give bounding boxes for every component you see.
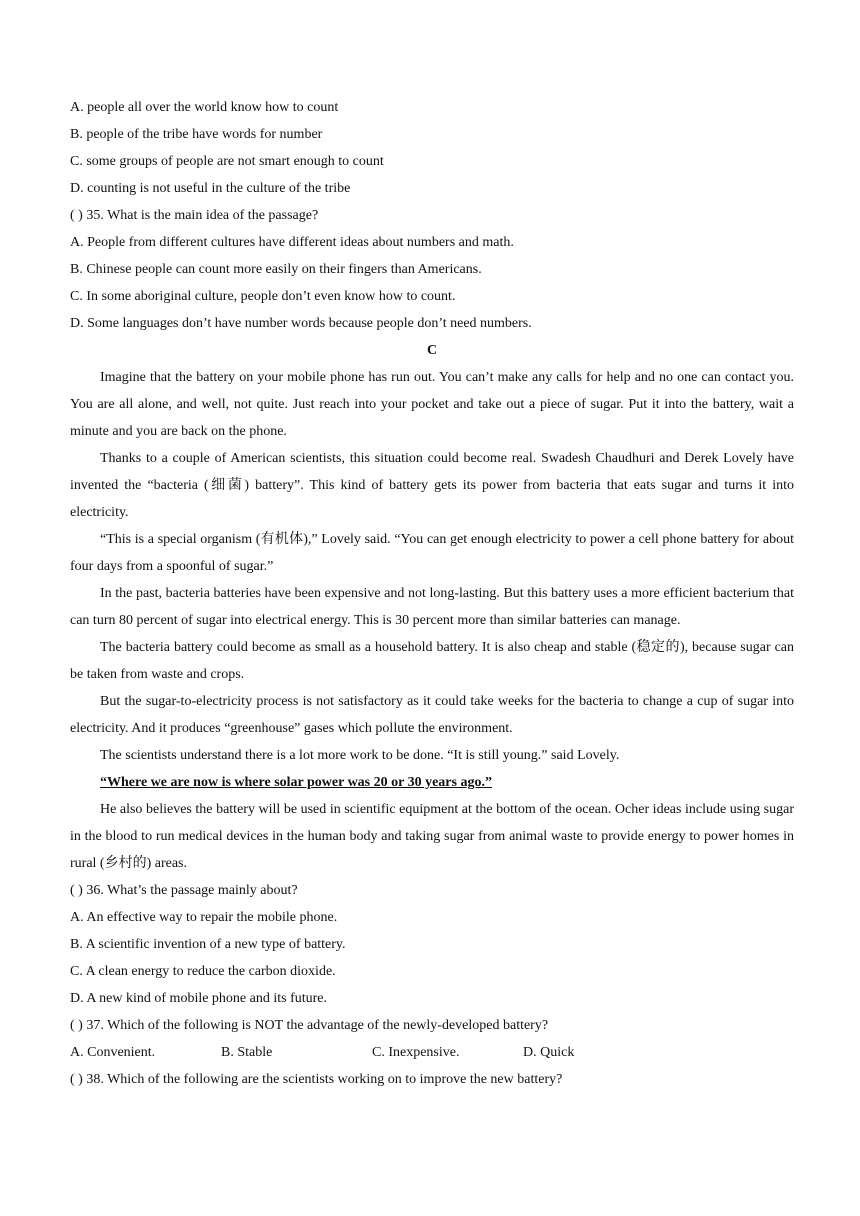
q35-option-d: D. Some languages don’t have number words because people don’t need numbers. — [70, 316, 532, 331]
passage-paragraph: Imagine that the battery on your mobile phone has run out. You can’t make any calls for help and no one can contact you. You are all alone, and well, not quite. Just reach into your pocket and take out a piece of sugar. Put it into the battery, wait a minute and you are back on the phone. — [70, 370, 794, 439]
q35-option-a: A. People from different cultures have different ideas about numbers and math. — [70, 235, 514, 250]
q37-question: ( ) 37. Which of the following is NOT the advantage of the newly-developed battery? — [70, 1018, 549, 1033]
q36-option-c: C. A clean energy to reduce the carbon dioxide. — [70, 964, 336, 979]
q37-options — [70, 1039, 794, 1066]
q37-option-b: B. Stable — [221, 1045, 273, 1060]
passage-paragraph: The bacteria battery could become as small as a household battery. It is also cheap and stable (稳定的), because sugar can be taken from waste and crops. — [70, 640, 794, 682]
q37-option-c: C. Inexpensive. — [372, 1045, 460, 1060]
q34-option-d: D. counting is not useful in the culture of the tribe — [70, 181, 351, 196]
passage-paragraph: “This is a special organism (有机体),” Lovely said. “You can get enough electricity to power a cell phone battery for about four days from a spoonful of sugar.” — [70, 532, 794, 574]
q34-option-b: B. people of the tribe have words for number — [70, 127, 323, 142]
q37-option-d: D. Quick — [523, 1045, 575, 1060]
passage-paragraph: In the past, bacteria batteries have been expensive and not long-lasting. But this battery uses a more efficient bacterium that can turn 80 percent of sugar into electrical energy. This is 30 percent more than similar batteries can manage. — [70, 586, 794, 628]
q34-option-a: A. people all over the world know how to count — [70, 100, 339, 115]
q36-question: ( ) 36. What’s the passage mainly about? — [70, 883, 298, 898]
passage-paragraph: Thanks to a couple of American scientists, this situation could become real. Swadesh Chaudhuri and Derek Lovely have invented the “bacteria (细菌) battery”. This kind of battery gets its power from bacteria that eats sugar and turns it into electricity. — [70, 451, 794, 520]
q37-option-a: A. Convenient. — [70, 1045, 156, 1060]
underlined-quote: “Where we are now is where solar power was 20 or 30 years ago.” — [100, 775, 492, 790]
q34-option-c: C. some groups of people are not smart enough to count — [70, 154, 384, 169]
q35-option-c: C. In some aboriginal culture, people don’t even know how to count. — [70, 289, 456, 304]
q36-option-d: D. A new kind of mobile phone and its future. — [70, 991, 328, 1006]
q35-question: ( ) 35. What is the main idea of the passage? — [70, 208, 319, 223]
q35-option-b: B. Chinese people can count more easily on their fingers than Americans. — [70, 262, 482, 277]
q36-option-a: A. An effective way to repair the mobile phone. — [70, 910, 338, 925]
section-label: C — [426, 343, 438, 358]
passage-paragraph: He also believes the battery will be used in scientific equipment at the bottom of the ocean. Ocher ideas include using sugar in the blood to run medical devices in the human body and taking sugar from animal waste to provide energy to power homes in rural (乡村的) areas. — [70, 802, 794, 871]
q36-option-b: B. A scientific invention of a new type of battery. — [70, 937, 346, 952]
q38-question: ( ) 38. Which of the following are the scientists working on to improve the new battery? — [70, 1072, 563, 1087]
document-page — [70, 94, 794, 1093]
passage-paragraph: The scientists understand there is a lot more work to be done. “It is still young.” said Lovely. — [100, 748, 620, 763]
passage-paragraph: But the sugar-to-electricity process is not satisfactory as it could take weeks for the bacteria to change a cup of sugar into electricity. And it produces “greenhouse” gases which pollute the environment. — [70, 694, 794, 736]
